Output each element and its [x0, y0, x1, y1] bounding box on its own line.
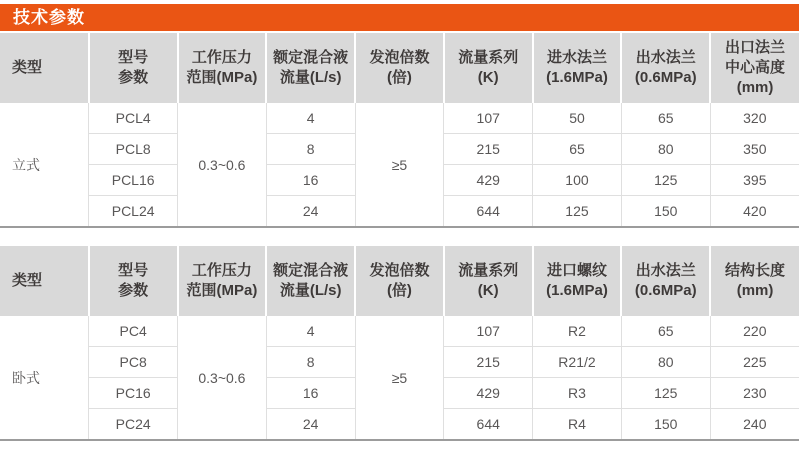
- cell-outlet: 125: [621, 165, 710, 196]
- cell-inlet: R2: [533, 316, 622, 347]
- cell-flow: 4: [266, 316, 355, 347]
- cell-dimension: 220: [710, 316, 799, 347]
- col-header-type: 类型: [0, 246, 89, 316]
- cell-flow: 24: [266, 196, 355, 228]
- cell-dimension: 395: [710, 165, 799, 196]
- col-header-model: 型号 参数: [89, 33, 178, 103]
- col-header-flow-series: 流量系列 (K): [444, 246, 533, 316]
- cell-model: PCL16: [89, 165, 178, 196]
- cell-flow: 24: [266, 409, 355, 441]
- table-row: [0, 316, 799, 347]
- cell-model: PC4: [89, 316, 178, 347]
- cell-flow-series: 429: [444, 165, 533, 196]
- col-header-outlet-flange: 出水法兰 (0.6MPa): [621, 246, 710, 316]
- cell-flow: 8: [266, 134, 355, 165]
- cell-outlet: 150: [621, 196, 710, 228]
- cell-flow-series: 644: [444, 409, 533, 441]
- cell-dimension: 320: [710, 103, 799, 134]
- cell-flow-series: 215: [444, 134, 533, 165]
- cell-flow: 16: [266, 378, 355, 409]
- col-header-pressure: 工作压力 范围(MPa): [178, 246, 267, 316]
- col-header-inlet-flange: 进水法兰 (1.6MPa): [533, 33, 622, 103]
- cell-pressure-range: 0.3~0.6: [178, 316, 267, 440]
- cell-inlet: 65: [533, 134, 622, 165]
- spec-table-vertical: [0, 33, 799, 228]
- cell-foam-ratio: ≥5: [355, 103, 444, 227]
- cell-outlet: 65: [621, 316, 710, 347]
- col-header-outlet-flange: 出水法兰 (0.6MPa): [621, 33, 710, 103]
- col-header-flow-series: 流量系列 (K): [444, 33, 533, 103]
- spec-table-horizontal: [0, 246, 799, 441]
- cell-flow-series: 107: [444, 316, 533, 347]
- cell-outlet: 65: [621, 103, 710, 134]
- cell-inlet: 100: [533, 165, 622, 196]
- cell-flow-series: 644: [444, 196, 533, 228]
- cell-inlet: 50: [533, 103, 622, 134]
- col-header-foam-ratio: 发泡倍数 (倍): [355, 246, 444, 316]
- header-row: [0, 246, 799, 316]
- cell-model: PCL4: [89, 103, 178, 134]
- col-header-flow: 额定混合液 流量(L/s): [266, 33, 355, 103]
- col-header-outlet-center-height: 出口法兰 中心高度 (mm): [710, 33, 799, 103]
- cell-type: 立式: [0, 103, 89, 227]
- cell-dimension: 230: [710, 378, 799, 409]
- cell-model: PCL8: [89, 134, 178, 165]
- col-header-model: 型号 参数: [89, 246, 178, 316]
- cell-foam-ratio: ≥5: [355, 316, 444, 440]
- cell-inlet: R4: [533, 409, 622, 441]
- col-header-inlet-thread: 进口螺纹 (1.6MPa): [533, 246, 622, 316]
- cell-inlet: R3: [533, 378, 622, 409]
- cell-flow-series: 107: [444, 103, 533, 134]
- cell-dimension: 420: [710, 196, 799, 228]
- cell-model: PC8: [89, 347, 178, 378]
- cell-dimension: 240: [710, 409, 799, 441]
- cell-type: 卧式: [0, 316, 89, 440]
- cell-model: PC24: [89, 409, 178, 441]
- col-header-foam-ratio: 发泡倍数 (倍): [355, 33, 444, 103]
- cell-outlet: 80: [621, 134, 710, 165]
- cell-flow: 4: [266, 103, 355, 134]
- cell-model: PCL24: [89, 196, 178, 228]
- cell-dimension: 350: [710, 134, 799, 165]
- table-row: [0, 103, 799, 134]
- cell-outlet: 125: [621, 378, 710, 409]
- cell-inlet: R21/2: [533, 347, 622, 378]
- cell-outlet: 80: [621, 347, 710, 378]
- page-title: 技术参数: [0, 4, 799, 31]
- cell-flow: 8: [266, 347, 355, 378]
- cell-flow-series: 215: [444, 347, 533, 378]
- cell-inlet: 125: [533, 196, 622, 228]
- cell-model: PC16: [89, 378, 178, 409]
- col-header-flow: 额定混合液 流量(L/s): [266, 246, 355, 316]
- cell-pressure-range: 0.3~0.6: [178, 103, 267, 227]
- cell-outlet: 150: [621, 409, 710, 441]
- cell-dimension: 225: [710, 347, 799, 378]
- cell-flow: 16: [266, 165, 355, 196]
- cell-flow-series: 429: [444, 378, 533, 409]
- header-row: [0, 33, 799, 103]
- col-header-type: 类型: [0, 33, 89, 103]
- col-header-pressure: 工作压力 范围(MPa): [178, 33, 267, 103]
- col-header-structure-length: 结构长度 (mm): [710, 246, 799, 316]
